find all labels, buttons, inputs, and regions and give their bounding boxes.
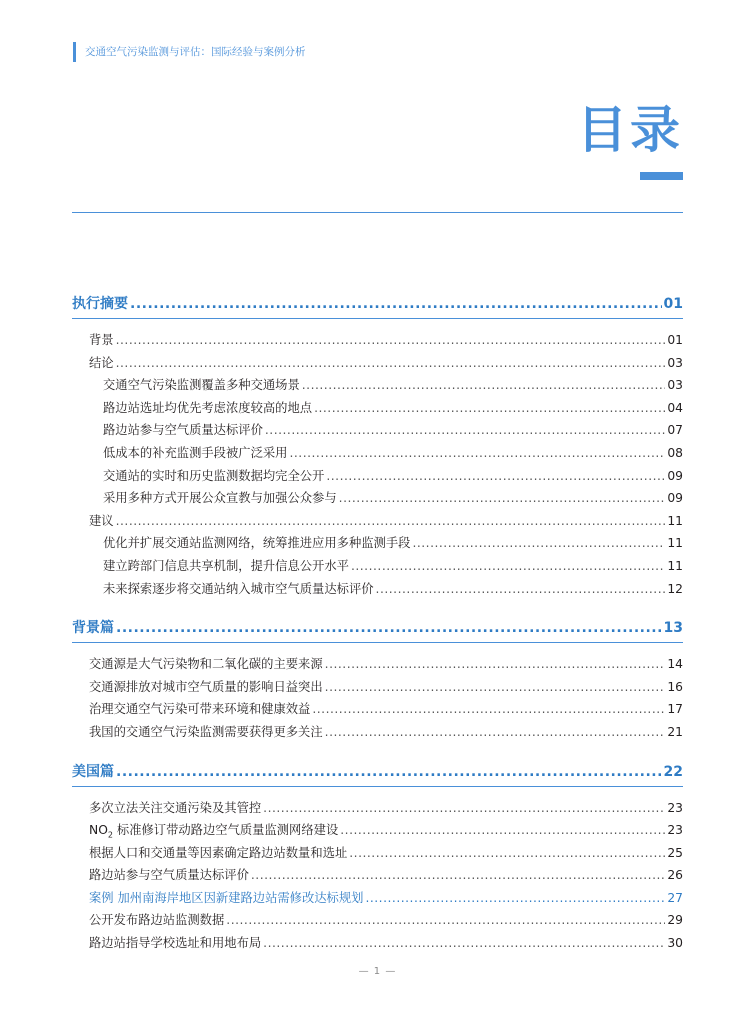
toc-leader-dots xyxy=(251,864,665,887)
toc-section-heading[interactable] xyxy=(72,290,683,318)
running-header: 交通空气污染监测与评估：国际经验与案例分析 xyxy=(73,42,306,62)
toc-leader-dots xyxy=(263,797,665,820)
toc-entry-text: 多次立法关注交通污染及其管控 xyxy=(89,800,262,815)
toc-entry-text: 建立跨部门信息共享机制，提升信息公开水平 xyxy=(103,558,349,573)
toc-entry[interactable] xyxy=(72,842,683,865)
toc-entry-text: 背景 xyxy=(89,333,114,347)
toc-entry-text: 路边站参与空气质量达标评价 xyxy=(103,423,263,438)
toc-entry[interactable] xyxy=(72,352,683,375)
toc-entry-title xyxy=(103,465,324,488)
toc-page-number: 01 xyxy=(663,296,683,312)
toc-page-number: 13 xyxy=(663,620,683,637)
toc-leader-dots xyxy=(265,419,665,442)
toc-page-number: 08 xyxy=(667,445,683,460)
toc-entry-text: 根据人口和交通量等因素确定路边站数量和选址 xyxy=(89,845,348,860)
toc-page-number: 11 xyxy=(667,536,683,551)
toc-entry-subscript: 2 xyxy=(107,830,113,840)
toc-entry[interactable] xyxy=(72,819,683,842)
toc-page-number: 30 xyxy=(667,936,683,951)
toc-leader-dots xyxy=(116,614,662,642)
toc-leader-dots xyxy=(376,578,666,601)
section-gap xyxy=(72,744,683,758)
toc-leader-dots xyxy=(325,721,666,744)
toc-leader-dots xyxy=(312,698,665,721)
toc-entry[interactable] xyxy=(72,797,683,820)
toc-entry-text: 交通源排放对城市空气质量的影响日益突出 xyxy=(89,679,323,694)
toc-entry-text: 未来探索逐步将交通站纳入城市空气质量达标评价 xyxy=(103,581,374,596)
toc-entry-title xyxy=(89,864,249,887)
toc-entry-title xyxy=(89,329,114,352)
toc-entry-title xyxy=(89,797,261,820)
toc-entry-title xyxy=(89,887,363,910)
toc-entry-title xyxy=(103,578,374,601)
toc-entry[interactable] xyxy=(72,442,683,465)
toc-leader-dots xyxy=(289,442,665,465)
section-underline xyxy=(72,642,683,643)
toc-entry-text: 路边站选址均优先考虑浓度较高的地点 xyxy=(103,400,313,415)
toc-page-number: 12 xyxy=(667,581,683,596)
toc-entry-text: 治理交通空气污染可带来环境和健康效益 xyxy=(89,702,311,717)
toc-page-number: 23 xyxy=(667,823,683,838)
toc-page-number: 07 xyxy=(667,423,683,438)
toc-leader-dots xyxy=(116,510,666,533)
section-underline xyxy=(72,318,683,319)
toc-section-title: 美国篇 xyxy=(72,763,114,780)
toc-entry-text: 低成本的补充监测手段被广泛采用 xyxy=(103,445,288,460)
page-number: — 1 — xyxy=(358,966,397,977)
toc-entry[interactable] xyxy=(72,487,683,510)
toc-leader-dots xyxy=(116,329,666,352)
toc-page-number: 01 xyxy=(667,333,683,347)
toc-page-number: 14 xyxy=(667,657,683,672)
toc-leader-dots xyxy=(351,555,665,578)
toc-entry-title xyxy=(89,676,323,699)
toc-entry-text: NO xyxy=(89,823,108,838)
toc-section-title: 执行摘要 xyxy=(72,296,128,312)
toc-entry-text: 路边站参与空气质量达标评价 xyxy=(89,868,249,883)
toc-page-number: 03 xyxy=(667,378,683,393)
header-divider xyxy=(72,212,683,213)
toc-page-number: 22 xyxy=(663,763,683,780)
toc-page-number: 26 xyxy=(667,868,683,883)
toc-page-number: 27 xyxy=(667,890,683,905)
toc-page-number: 17 xyxy=(667,702,683,717)
page-title: 目录 xyxy=(577,101,683,159)
toc-entry[interactable] xyxy=(72,510,683,533)
toc-entry[interactable] xyxy=(72,329,683,352)
toc-leader-dots xyxy=(326,465,665,488)
toc-entry-title xyxy=(89,352,114,375)
toc-entry[interactable] xyxy=(72,653,683,676)
toc-entry-title xyxy=(103,532,410,555)
toc-entry[interactable] xyxy=(72,676,683,699)
table-of-contents xyxy=(72,290,683,955)
toc-entry-title xyxy=(103,487,337,510)
toc-leader-dots xyxy=(325,653,666,676)
toc-entry[interactable] xyxy=(72,932,683,955)
toc-entry-text: 交通站的实时和历史监测数据均完全公开 xyxy=(103,468,325,483)
toc-leader-dots xyxy=(325,676,666,699)
toc-leader-dots xyxy=(365,887,665,910)
section-underline xyxy=(72,786,683,787)
toc-entry-title xyxy=(103,555,349,578)
toc-entry-title xyxy=(89,653,323,676)
toc-page-number: 09 xyxy=(667,491,683,506)
toc-page-number: 09 xyxy=(667,468,683,483)
toc-page-number: 04 xyxy=(667,400,683,415)
toc-entry-title xyxy=(103,442,287,465)
toc-entry[interactable] xyxy=(72,887,683,910)
toc-leader-dots xyxy=(116,758,662,786)
toc-entry-text: 路边站指导学校选址和用地布局 xyxy=(89,936,262,951)
toc-entry-text: 交通空气污染监测覆盖多种交通场景 xyxy=(103,378,300,393)
toc-entry-text: 案例 加州南海岸地区因新建路边站需修改达标规划 xyxy=(89,890,364,905)
toc-entry[interactable] xyxy=(72,465,683,488)
toc-entry-title xyxy=(89,698,310,721)
toc-leader-dots xyxy=(349,842,665,865)
toc-entry-text: 公开发布路边站监测数据 xyxy=(89,913,225,928)
toc-entry-text: 结论 xyxy=(89,355,114,370)
toc-entry-text: 建议 xyxy=(89,513,114,528)
toc-entry-title xyxy=(89,721,323,744)
toc-leader-dots xyxy=(339,487,666,510)
toc-leader-dots xyxy=(226,909,665,932)
toc-entry-title xyxy=(89,909,224,932)
toc-leader-dots xyxy=(263,932,665,955)
toc-entry-title xyxy=(89,932,261,955)
toc-section-heading[interactable] xyxy=(72,614,683,642)
toc-entry[interactable] xyxy=(72,721,683,744)
toc-leader-dots xyxy=(302,374,666,397)
toc-page-number: 23 xyxy=(667,800,683,815)
section-gap xyxy=(72,600,683,614)
toc-page-number: 03 xyxy=(667,355,683,370)
toc-leader-dots xyxy=(314,397,665,420)
toc-entry[interactable] xyxy=(72,578,683,601)
toc-entry[interactable] xyxy=(72,397,683,420)
toc-entry[interactable] xyxy=(72,864,683,887)
toc-page-number: 25 xyxy=(667,845,683,860)
toc-leader-dots xyxy=(412,532,665,555)
toc-entry-title xyxy=(103,397,312,420)
toc-page-number: 16 xyxy=(667,679,683,694)
toc-entry-title xyxy=(103,419,263,442)
toc-page-number: 11 xyxy=(667,513,683,528)
toc-page-number: 11 xyxy=(667,558,683,573)
toc-leader-dots xyxy=(130,290,662,318)
toc-entry-text: 交通源是大气污染物和二氧化碳的主要来源 xyxy=(89,657,323,672)
toc-leader-dots xyxy=(116,352,666,375)
toc-entry-text: 采用多种方式开展公众宣教与加强公众参与 xyxy=(103,491,337,506)
toc-entry[interactable] xyxy=(72,419,683,442)
toc-page-number: 21 xyxy=(667,724,683,739)
title-accent-bar xyxy=(640,172,683,180)
toc-leader-dots xyxy=(340,819,665,842)
toc-entry-title xyxy=(89,842,347,865)
toc-entry-title xyxy=(89,510,114,533)
toc-entry[interactable] xyxy=(72,555,683,578)
toc-page-number: 29 xyxy=(667,913,683,928)
toc-entry[interactable] xyxy=(72,909,683,932)
toc-section-title: 背景篇 xyxy=(72,620,114,637)
toc-entry[interactable] xyxy=(72,374,683,397)
toc-entry-text: 优化并扩展交通站监测网络，统筹推进应用多种监测手段 xyxy=(103,536,411,551)
toc-entry-title xyxy=(103,374,300,397)
toc-entry[interactable] xyxy=(72,532,683,555)
toc-entry-text-after: 标准修订带动路边空气质量监测网络建设 xyxy=(112,823,339,838)
toc-entry[interactable] xyxy=(72,698,683,721)
toc-section-heading[interactable] xyxy=(72,758,683,786)
toc-entry-text: 我国的交通空气污染监测需要获得更多关注 xyxy=(89,724,323,739)
